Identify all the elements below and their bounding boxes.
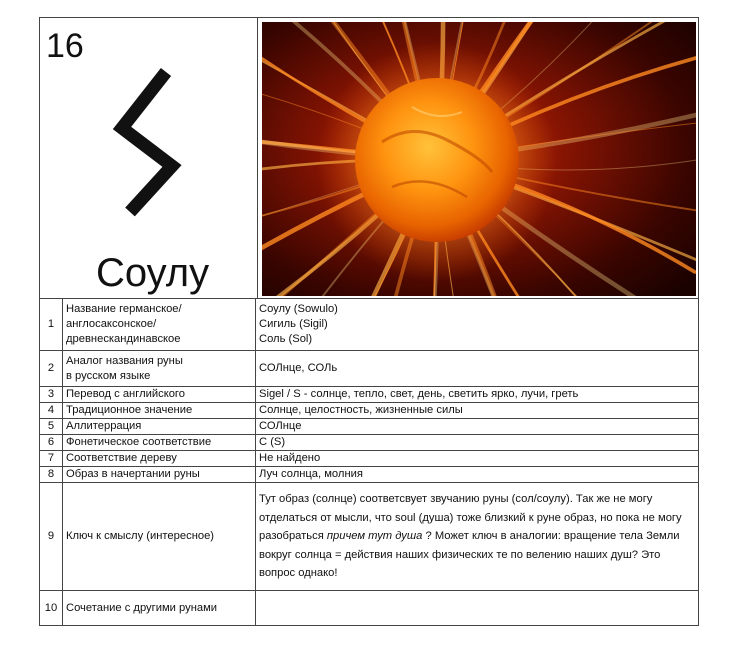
table-row [40,483,699,591]
table-row [40,419,699,435]
row-key: Аналог названия руны в русском языке [63,351,256,387]
row-value: Не найдено [256,451,699,467]
rune-card [39,17,699,640]
row-number: 4 [40,403,63,419]
rune-number: 16 [46,27,84,65]
table-row [40,403,699,419]
table-row [40,299,699,351]
table-row [40,387,699,403]
row-value: СОЛнце, СОЛь [256,351,699,387]
row-key: Сочетание с другими рунами [63,591,256,626]
table-row [40,591,699,626]
table-row [40,467,699,483]
row-number: 7 [40,451,63,467]
row-value [256,591,699,626]
row-number: 6 [40,435,63,451]
row-key: Название германское/ англосаксонское/ древнескандинавское [63,299,256,351]
row-number: 3 [40,387,63,403]
row-key: Соответствие дереву [63,451,256,467]
photo-cell [257,17,699,299]
row-number: 2 [40,351,63,387]
row-key: Традиционное значение [63,403,256,419]
row-number: 10 [40,591,63,626]
row-value: Соулу (Sowulo) Сигиль (Sigil) Соль (Sol) [256,299,699,351]
row-value: СОЛнце [256,419,699,435]
row-number: 9 [40,483,63,591]
table-row [40,351,699,387]
row-key: Фонетическое соответствие [63,435,256,451]
row-number: 5 [40,419,63,435]
row-number: 8 [40,467,63,483]
rune-cell [39,17,258,299]
table-row [40,451,699,467]
row-key: Образ в начертании руны [63,467,256,483]
row-number: 1 [40,299,63,351]
rune-sowulo-icon [110,62,190,222]
row-value: Солнце, целостность, жизненные силы [256,403,699,419]
rune-name: Соулу [96,251,210,295]
row-value: С (S) [256,435,699,451]
sun-plasma-image [262,22,696,296]
row-key: Перевод с английского [63,387,256,403]
row-key: Ключ к смыслу (интересное) [63,483,256,591]
row-value: Тут образ (солнце) соответсвует звучанию руны (сол/соулу). Так же не могу отделаться от мысли, что soul (душа) тоже близкий к руне образ, но пока не могу разобраться причем тут душа ? Может ключ в аналогии: вращение тела Земли вокруг солнца = действия наших физических те по велению наших душ? Это вопрос однако! [256,483,699,591]
row-value: Sigel / S - солнце, тепло, свет, день, светить ярко, лучи, греть [256,387,699,403]
row-key: Аллитеррация [63,419,256,435]
table-row [40,435,699,451]
row-value: Луч солнца, молния [256,467,699,483]
rune-info-table [39,298,699,626]
